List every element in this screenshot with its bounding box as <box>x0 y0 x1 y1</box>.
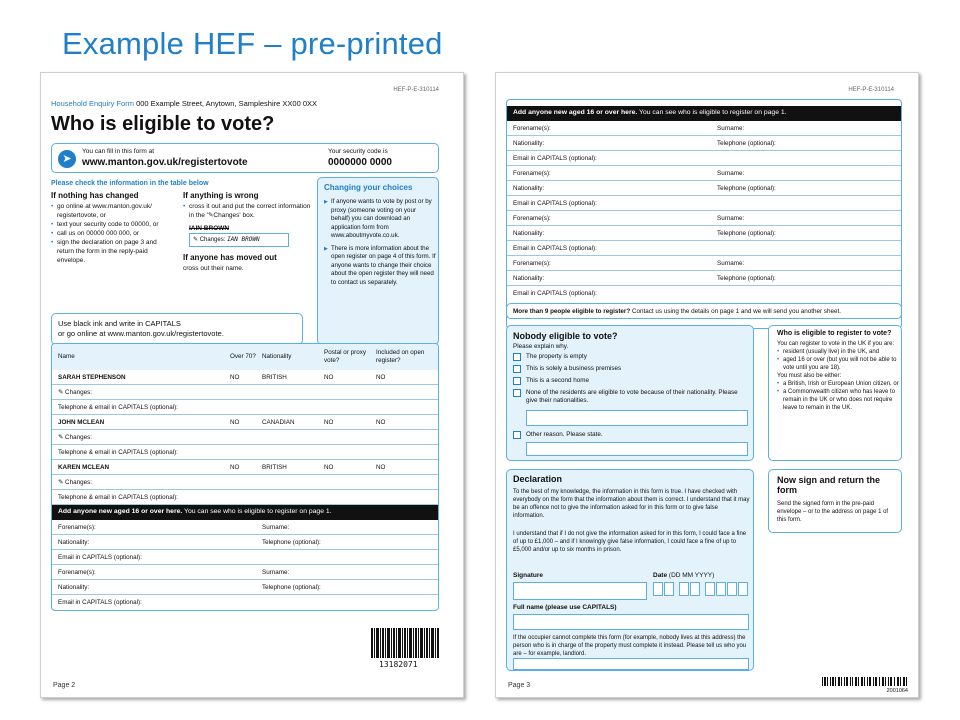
sign-title: Now sign and return the form <box>777 475 881 495</box>
nationalities-field[interactable] <box>526 410 748 426</box>
choices-title: Changing your choices <box>324 183 413 192</box>
col-nationality: Nationality <box>262 353 292 360</box>
new-person-row[interactable] <box>507 271 901 286</box>
moved-out-text: cross out their name. <box>183 265 244 272</box>
barcode-graphic <box>822 677 908 687</box>
ink-line-1: Use black ink and write in CAPITALS <box>58 319 181 328</box>
new-person-row[interactable] <box>52 595 438 610</box>
email-label: Email in CAPITALS (optional): <box>513 290 597 297</box>
forename-label: Forename(s): <box>513 170 551 177</box>
surname-label: Surname: <box>717 170 745 177</box>
check-heading: Please check the information in the table below <box>51 180 209 187</box>
person-name: KAREN MCLEAN <box>58 464 110 471</box>
changes-label: ✎ Changes: <box>58 389 92 396</box>
changes-row[interactable] <box>52 475 438 490</box>
person-open: NO <box>376 374 386 381</box>
reason-option[interactable] <box>513 431 743 439</box>
contact-row[interactable] <box>52 400 438 415</box>
person-open: NO <box>376 464 386 471</box>
example-changes-value: IAN BROWN <box>227 236 260 243</box>
mouse-pointer-icon: ➤ <box>58 150 76 168</box>
other-reason-field[interactable] <box>526 442 748 456</box>
surname-label: Surname: <box>717 260 745 267</box>
reason-option[interactable] <box>513 377 743 385</box>
col-open-register: Included on open register? <box>376 349 425 364</box>
list-item: • resident (usually live) in the UK, and <box>777 348 899 356</box>
list-item: • text your security code to 00000, or <box>51 220 175 229</box>
email-label: Email in CAPITALS (optional): <box>58 599 142 606</box>
more-than-nine-box <box>506 303 902 319</box>
list-item: • a British, Irish or European Union citizen, or <box>777 380 899 388</box>
fullname-label: Full name (please use CAPITALS) <box>513 604 617 611</box>
new-person-row[interactable] <box>507 151 901 166</box>
ink-instruction-box <box>51 313 303 345</box>
online-text: You can fill in this form at <box>82 148 155 155</box>
barcode-graphic <box>371 628 441 660</box>
person-over70: NO <box>230 464 240 471</box>
nothing-changed-section <box>51 191 175 265</box>
barcode-number: 13182071 <box>379 660 418 669</box>
nobody-explain: Please explain why. <box>513 343 569 350</box>
contact-row[interactable] <box>52 490 438 505</box>
telephone-label: Telephone (optional): <box>262 539 321 546</box>
date-digit-box[interactable] <box>664 582 674 596</box>
new-person-row[interactable] <box>52 565 438 580</box>
date-digit-box[interactable] <box>705 582 715 596</box>
surname-label: Surname: <box>262 569 290 576</box>
telephone-email-label: Telephone & email in CAPITALS (optional): <box>58 404 178 411</box>
date-digit-box[interactable] <box>738 582 748 596</box>
declaration-text-2: I understand that if I do not give the information asked for in this form, I could face a fine of up to £1,000 – and if I knowingly give false information, I could face a fine of up to £5,000 and/or up to six months in prison. <box>513 531 747 553</box>
date-digit-box[interactable] <box>690 582 700 596</box>
list-item: • cross it out and put the correct information in the '✎Changes' box. <box>183 202 311 220</box>
new-person-row[interactable] <box>52 550 438 565</box>
page-number: Page 2 <box>53 682 76 689</box>
person-postal: NO <box>324 374 334 381</box>
telephone-label: Telephone (optional): <box>717 230 776 237</box>
new-person-row[interactable] <box>52 535 438 550</box>
form-ref-code: HEF-P-E-310114 <box>848 87 894 93</box>
reason-label: Other reason. Please state. <box>526 431 603 438</box>
forename-label: Forename(s): <box>513 125 551 132</box>
checkbox[interactable] <box>513 353 521 361</box>
new-person-row[interactable] <box>52 520 438 535</box>
telephone-label: Telephone (optional): <box>262 584 321 591</box>
form-page-2 <box>40 72 464 698</box>
signature-field[interactable] <box>513 582 647 600</box>
email-label: Email in CAPITALS (optional): <box>513 200 597 207</box>
reason-label: This is a second home <box>526 377 589 384</box>
table-row[interactable] <box>52 370 438 385</box>
security-code: 0000000 0000 <box>328 157 392 168</box>
list-item: • a Commonwealth citizen who has leave to remain in the UK or who does not require leave to remain in the UK. <box>777 388 899 412</box>
anything-wrong-title: If anything is wrong <box>183 191 259 200</box>
choices-item: ▶ There is more information about the open register on page 4 of this form. If anyone wants to change their choice about the open register they will need to contact us separately. <box>324 245 436 288</box>
new-person-row[interactable] <box>507 136 901 151</box>
telephone-email-label: Telephone & email in CAPITALS (optional): <box>58 494 178 501</box>
reason-label: The property is empty <box>526 353 587 360</box>
form-header <box>51 99 317 108</box>
occupier-field[interactable] <box>513 658 749 670</box>
add-anyone-bar <box>507 106 901 121</box>
form-header-label: Household Enquiry Form <box>51 99 134 108</box>
anything-wrong-section <box>183 191 311 273</box>
fullname-field[interactable] <box>513 614 749 630</box>
forename-label: Forename(s): <box>513 215 551 222</box>
date-label-group <box>653 572 714 579</box>
checkbox[interactable] <box>513 377 521 385</box>
more-than-rest: Contact us using the details on page 1 and we will send you another sheet. <box>630 308 841 315</box>
nationality-label: Nationality: <box>58 584 90 591</box>
email-label: Email in CAPITALS (optional): <box>513 245 597 252</box>
signature-label: Signature <box>513 572 543 579</box>
nobody-title: Nobody eligible to vote? <box>513 331 618 341</box>
example-changes-box <box>189 233 289 247</box>
more-than-bold: More than 9 people eligible to register? <box>513 308 631 315</box>
person-name: JOHN MCLEAN <box>58 419 105 426</box>
online-box <box>51 143 439 173</box>
add-anyone-rest: You can see who is eligible to register on page 1. <box>182 508 332 515</box>
who-title: Who is eligible to register to vote? <box>777 330 892 337</box>
slide-title: Example HEF – pre-printed <box>62 26 443 61</box>
choices-item: ▶ If anyone wants to vote by post or by proxy (someone voting on your behalf) you can download an application form from www.aboutmyvote.co.uk. <box>324 198 436 241</box>
who-intro: You can register to vote in the UK if you are: <box>777 341 895 347</box>
changing-choices-box <box>317 177 439 345</box>
telephone-label: Telephone (optional): <box>717 185 776 192</box>
person-postal: NO <box>324 419 334 426</box>
occupier-text: If the occupier cannot complete this form (for example, nobody lives at this address) the person who is in charge of the property must complete it instead. Please tell us who you are – for example, landlord. <box>513 635 747 657</box>
new-person-row[interactable] <box>507 241 901 256</box>
reason-option[interactable] <box>513 389 743 405</box>
checkbox[interactable] <box>513 431 521 439</box>
forename-label: Forename(s): <box>58 524 96 531</box>
moved-out-title: If anyone has moved out <box>183 253 277 262</box>
nationality-label: Nationality: <box>58 539 90 546</box>
person-postal: NO <box>324 464 334 471</box>
col-over70: Over 70? <box>230 353 256 360</box>
checkbox[interactable] <box>513 365 521 373</box>
date-label: Date <box>653 572 668 579</box>
reason-label: None of the residents are eligible to vote because of their nationality. Please give their nationalities. <box>526 389 738 404</box>
person-name: SARAH STEPHENSON <box>58 374 126 381</box>
date-digit-box[interactable] <box>716 582 726 596</box>
nobody-eligible-box <box>506 325 754 461</box>
table-header <box>52 344 438 370</box>
declaration-title: Declaration <box>513 474 563 484</box>
declaration-box <box>506 469 754 671</box>
date-digit-box[interactable] <box>653 582 663 596</box>
add-anyone-bold: Add anyone new aged 16 or over here. <box>513 109 638 116</box>
barcode-number: 2001064 <box>886 688 908 694</box>
new-person-row[interactable] <box>507 121 901 136</box>
telephone-label: Telephone (optional): <box>717 275 776 282</box>
forename-label: Forename(s): <box>513 260 551 267</box>
changes-label: ✎ Changes: <box>58 434 92 441</box>
new-person-row[interactable] <box>507 196 901 211</box>
nationality-label: Nationality: <box>513 140 545 147</box>
forename-label: Forename(s): <box>58 569 96 576</box>
who-also: You must also be either: <box>777 373 842 379</box>
email-label: Email in CAPITALS (optional): <box>58 554 142 561</box>
new-person-row[interactable] <box>507 211 901 226</box>
person-over70: NO <box>230 374 240 381</box>
form-page-3 <box>495 72 919 698</box>
new-person-row[interactable] <box>507 256 901 271</box>
col-postal: Postal or proxy vote? <box>324 349 366 364</box>
person-nationality: CANADIAN <box>262 419 295 426</box>
add-anyone-bold: Add anyone new aged 16 or over here. <box>58 508 183 515</box>
add-anyone-rest: You can see who is eligible to register on page 1. <box>637 109 787 116</box>
reason-option[interactable] <box>513 365 743 373</box>
changes-row[interactable] <box>52 430 438 445</box>
reason-option[interactable] <box>513 353 743 361</box>
ink-line-2: or go online at www.manton.gov.uk/registertovote. <box>58 329 224 338</box>
add-anyone-bar <box>52 505 438 520</box>
surname-label: Surname: <box>717 125 745 132</box>
security-label: Your security code is <box>328 148 388 155</box>
surname-label: Surname: <box>717 215 745 222</box>
date-format: (DD MM YYYY) <box>668 572 715 579</box>
example-changes-label: ✎ Changes: <box>193 237 226 243</box>
person-nationality: BRITISH <box>262 374 287 381</box>
nothing-changed-title: If nothing has changed <box>51 191 139 200</box>
nationality-label: Nationality: <box>513 185 545 192</box>
form-header-address: 000 Example Street, Anytown, Sampleshire XX00 0XX <box>136 99 317 108</box>
contact-row[interactable] <box>52 445 438 460</box>
list-item: • go online at www.manton.gov.uk/ registertovote, or <box>51 202 175 220</box>
checkbox[interactable] <box>513 389 521 397</box>
sign-text: Send the signed form in the pre-paid envelope – or to the address on page 1 of this form. <box>777 501 889 523</box>
changes-row[interactable] <box>52 385 438 400</box>
residents-table <box>51 343 439 611</box>
date-digit-box[interactable] <box>679 582 689 596</box>
new-person-row[interactable] <box>507 181 901 196</box>
new-person-row[interactable] <box>52 580 438 595</box>
telephone-email-label: Telephone & email in CAPITALS (optional): <box>58 449 178 456</box>
surname-label: Surname: <box>262 524 290 531</box>
barcode <box>371 628 441 672</box>
nationality-label: Nationality: <box>513 230 545 237</box>
new-person-row[interactable] <box>507 166 901 181</box>
barcode <box>822 677 908 697</box>
date-digit-box[interactable] <box>727 582 737 596</box>
who-eligible-box <box>768 325 902 461</box>
col-name: Name <box>58 353 75 360</box>
new-people-table <box>506 99 902 329</box>
new-person-row[interactable] <box>507 226 901 241</box>
list-item: • call us on 00000 000 000, or <box>51 229 175 238</box>
new-person-row[interactable] <box>507 286 901 301</box>
form-ref-code: HEF-P-E-310114 <box>393 87 439 93</box>
nationality-label: Nationality: <box>513 275 545 282</box>
person-nationality: BRITISH <box>262 464 287 471</box>
list-item: • sign the declaration on page 3 and return the form in the reply-paid envelope. <box>51 238 175 265</box>
telephone-label: Telephone (optional): <box>717 140 776 147</box>
online-url[interactable]: www.manton.gov.uk/registertovote <box>82 157 248 168</box>
page-number: Page 3 <box>508 682 531 689</box>
reason-label: This is solely a business premises <box>526 365 622 372</box>
person-over70: NO <box>230 419 240 426</box>
example-name: IAIN BROWN <box>189 225 230 232</box>
email-label: Email in CAPITALS (optional): <box>513 155 597 162</box>
form-heading: Who is eligible to vote? <box>51 113 275 135</box>
declaration-text-1: To the best of my knowledge, the information in this form is true. I have checked with everybody on the form that the information about them is correct. I understand that it may be an offence not to give the information asked for in this form or to give false information. <box>513 489 750 519</box>
table-row[interactable] <box>52 460 438 475</box>
sign-return-box <box>768 469 902 533</box>
list-item: • aged 16 or over (but you will not be able to vote until you are 18). <box>777 356 899 372</box>
person-open: NO <box>376 419 386 426</box>
table-row[interactable] <box>52 415 438 430</box>
changes-label: ✎ Changes: <box>58 479 92 486</box>
